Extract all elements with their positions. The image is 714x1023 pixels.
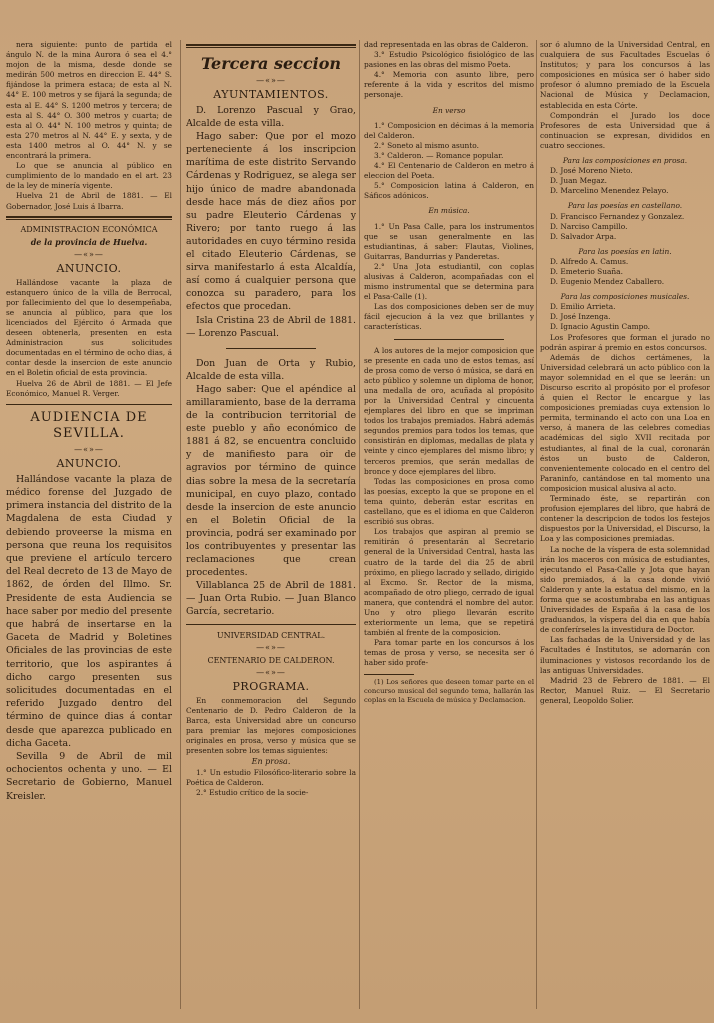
column-3 <box>364 40 534 1009</box>
prosa-heading: En prosa. <box>251 757 291 767</box>
verso-item: 3.° Calderon. — Romance popular. <box>374 150 504 160</box>
program-text: La noche de la víspera de esta solemnidad irán los maceros con música de estudiantes, ejecutando el Pasa-Calle y Jota que hayan sido premiados, á la casa donde vivió Calderon y ante la estatua del mismo, en la forma que se acostumbraba en las antiguas Universidades de España á la casa de los graduandos, la víspera del dia en que había de conferírseles la investidura de Doctor. <box>540 544 710 635</box>
column-rule <box>359 40 360 1009</box>
jury-member: D. Emeterio Suaña. <box>550 266 623 276</box>
centenary-heading: CENTENARIO DE CALDERON. <box>207 655 335 665</box>
ornament: —«»— <box>74 444 104 454</box>
mine-notice-sign: Huelva 21 de Abril de 1881. — El Gobernador, José Luis á Ibarra. <box>6 191 172 211</box>
mine-notice-text: nera siguiente: punto de partida el ángulo N. de la mina Aurora ó sea el 4.° mojon de la misma, desde donde se medirán 500 metros en direccion E. 44° S. fijándose la primera estaca; de esta al N. 44° E. 100 metros y se fijará la segunda; de esta al E. 44° S. 1200 metros y tercera; de esta al S. 44° O. 300 metros y cuarta; de esta al O. 44° N. 100 metros y quinta; de esta 270 metros al N. 44° E. y sexta, y de esta 1400 metros al O. 44° N. y se encontrará la primera. <box>6 40 172 161</box>
admin-subheading: de la provincia de Huelva. <box>30 236 148 247</box>
edict-sign: Isla Cristina 23 de Abril de 1881. — Lorenzo Pascual. <box>186 314 356 339</box>
musica-item: 1.° Un Pasa Calle, para los instrumentos que se usan generalmente en las estudiantinas, á saber: Flautas, Violines, Guitarras, Bandurrias y Panderetas. <box>364 221 534 261</box>
edict-sign: Villablanca 25 de Abril de 1881. — Juan Orta Rubio. — Juan Blanco García, secretario. <box>186 580 356 618</box>
continued-text: sor ó alumno de la Universidad Central, en cualquiera de sus Facultades Escuelas ó Institutos; y para los concursos á las composiciones en música ser ó haber sido profesor ó alumno premiado de la Escuela Nacional de Música y Declamacion, establecida en esta Córte. <box>540 40 710 110</box>
audiencia-heading: AUDIENCIA DE SEVILLA. <box>30 409 148 441</box>
column-rule <box>536 40 537 1009</box>
edict-body: Hago saber: Que por el mozo perteneciente á los inscripcion marítima de este distrito Servando Cárdenas y Rodriguez, se alega ser hijo único de madre abandonada desde hace más de diez años por su padre Eleuterio Cárdenas y Rivero; por tanto ruego á las autoridades en cuyo término resida el citado Eleuterio Cárdenas, se sirva manifestarlo á esta Alcaldía, así como á cualquier persona que conozca su paradero, para los efectos que procedan. <box>186 131 356 313</box>
section-heading: Tercera seccion <box>200 54 342 73</box>
musica-item: 2.° Una Jota estudiantil, con coplas alusivas á Calderon, acompañadas con el mismo instrumental que se determina para el Pasa-Calle (1). <box>364 261 534 302</box>
anuncio-heading: ANUNCIO. <box>56 261 122 275</box>
footnote: (1) Los señores que deseen tomar parte en el concurso musical del segundo tema, hallarán las coplas en la Escuela de música y Declamacion. <box>364 677 534 704</box>
rules-text: A los autores de la mejor composicion que se presente en cada uno de estos temas, así de prosa como de verso ó música, se dará en acto público y solemne un diploma de honor, una medalla de oro, acuñada al propósito por la Universidad Central y cincuenta ejemplares del libro en que se impriman todos los trabajos premiados. Habrá además segundos premios para todos los temas, que consistirán en diplomas, medallas de plata y veinte y cinco ejemplares del mismo libro; y terceros premios, que serán medallas de bronce y doce ejemplares del libro. <box>364 345 534 476</box>
ayuntamientos-heading: AYUNTAMIENTOS. <box>213 88 329 101</box>
column-4 <box>540 40 710 1009</box>
program-heading: PROGRAMA. <box>232 679 310 693</box>
musica-item: Las dos composiciones deben ser de muy fácil ejecucion á la vez que brillantes y características. <box>364 302 534 332</box>
program-text: Además de dichos certámenes, la Universidad celebrará un acto público con la mayor solemnidad en el que se leerán: un Discurso escrito al propósito por el profesor á quien el Rector le encargue y las composiciones premiadas cuya extension lo permita, terminando el acto con una Loa en verso, á manera de las celebres comedias académicas del siglo XVII recitada por estudiantes, al final de la cual, coronarán éstos un busto de Calderon, convenientemente colocado en el centro del Paraninfo, cantándose en tal momento una composicion musical alusiva al acto. <box>540 352 710 493</box>
divider <box>226 348 316 349</box>
divider <box>394 339 504 340</box>
anuncio-sign: Huelva 26 de Abril de 1881. — El Jefe Económico, Manuel R. Verger. <box>6 378 172 398</box>
divider <box>364 674 414 675</box>
ornament: —«»— <box>256 76 286 85</box>
ornament: —«»— <box>74 249 104 259</box>
jury-member: D. Francisco Fernandez y Gonzalez. <box>550 211 685 221</box>
continued-text: dad representada en las obras de Calderon. <box>364 40 529 49</box>
jury-member: D. José Inzenga. <box>550 312 611 322</box>
program-text: Los Profesores que forman el jurado no podrán aspirar á premio en estos concursos. <box>540 332 710 352</box>
jury-member: D. José Moreno Nieto. <box>550 166 633 176</box>
edict-body: Hago saber: Que el apéndice al amillaramiento, base de la derrama de la contribucion territorial de este pueblo y año económico de 1881 á 82, se encuentra concluido y de manifiesto para oir de agravios por término de quince dias sobre la mesa de la secretaría municipal, en cuyo plazo, contado desde la insercion de este anuncio en el Boletin Oficial de la provincia, podrá ser examinado por los contribuyentes y presentar las reclamaciones que crean procedentes. <box>186 383 356 579</box>
jury-member: D. Juan Megaz. <box>550 176 607 186</box>
jury-member: D. Ignacio Agustin Campo. <box>550 322 651 332</box>
jury-member: D. Emilio Arrieta. <box>550 302 616 312</box>
divider <box>186 44 356 48</box>
jury-heading: Para las poesías en latin. <box>578 246 672 256</box>
program-text: Las fachadas de la Universidad y de las Facultades é Institutos, se adornarán con iluminaciones y vistosos recordando los de las antiguas Universidades. <box>540 635 710 675</box>
university-heading: UNIVERSIDAD CENTRAL. <box>216 630 326 640</box>
prosa-item: 2.° Estudio crítico de la socie- <box>196 788 309 798</box>
audiencia-body: Hallándose vacante la plaza de médico forense del Juzgado de primera instancia del distrito de la Magdalena de esta Ciudad y debiendo proveerse la misma en persona que reuna los requisitos que previene el artículo tercero del Real decreto de 13 de Mayo de 1862, de órden del Illmo. Sr. Presidente de esta Audiencia se hace saber por medio del presente que habrá de insertarse en la Gaceta de Madrid y Boletines Oficiales de las provincias de este territorio, que los aspirantes á dicho cargo presenten sus solicitudes documentadas en el referido Juzgado dentro del término de quince dias á contar desde que aparezca publicado en dicha Gaceta. <box>6 473 172 749</box>
program-text: Terminado éste, se repartirán con profusion ejemplares del libro, que habrá de contener la descripcion de todos los festejos dispuestos por la Universidad, el Discurso, la Loa y las composiciones premiadas. <box>540 494 710 544</box>
rules-text: Los trabajos que aspiran al premio se remitirán ó presentarán al Secretario general de la Universidad Central, hasta las cuatro de la tarde del dia 25 de abril próximo, en pliego lacrado y sellado, dirigido al Excmo. Sr. Rector de la misma, acompañado de otro pliego, cerrado de igual manera, que contendrá el nombre del autor. Uno y otro pliego llevarán escrito exteriormente un lema, que se repetirá también al frente de la composicion. <box>364 527 534 638</box>
verso-item: 2.° Soneto al mismo asunto. <box>374 140 479 150</box>
audiencia-sign: Sevilla 9 de Abril de mil ochocientos ochenta y uno. — El Secretario de Gobierno, Manuel Kreisler. <box>6 750 172 802</box>
jury-heading: Para las poesías en castellano. <box>567 201 683 211</box>
verso-heading: En verso <box>432 105 466 115</box>
column-rule <box>180 40 181 1009</box>
musica-heading: En música. <box>428 206 470 216</box>
divider <box>6 404 172 405</box>
edict-intro: D. Lorenzo Pascual y Grao, Alcalde de esta villa. <box>186 105 356 130</box>
verso-item: 5.° Composicion latina á Calderon, en Sáficos adónicos. <box>364 181 534 201</box>
ornament: —«»— <box>256 667 286 677</box>
anuncio-body: Hallándose vacante la plaza de estanquero único de la villa de Berrocal, por fallecimiento del que lo desempeñaba, se anuncia al público, para que los licenciados del Ejército ó Armada que deseen obtenerla, presenten en esta Administracion sus solicitudes documentadas en el término de ocho dias, á contar desde la insercion de este anuncio en el Boletin oficial de esta provincia. <box>6 277 172 378</box>
prosa-item: 1.° Un estudio Filosófico-literario sobre la Poética de Calderon. <box>186 768 356 788</box>
jury-heading: Para las composiciones en prosa. <box>562 156 688 166</box>
jurado-text: Compondrán el Jurado los doce Profesores de esta Universidad que á continuacion se expresan, divididos en cuatro secciones. <box>540 110 710 150</box>
mine-notice-text: Lo que se anuncia al público en cumplimiento de lo mandado en el art. 23 de la ley de minería vigente. <box>6 161 172 191</box>
prosa-item: 4.° Memoria con asunto libre, pero referente á la vida y escritos del mismo personaje. <box>364 70 534 100</box>
admin-heading: ADMINISTRACION ECONÓMICA <box>20 224 158 234</box>
anuncio-heading: ANUNCIO. <box>56 456 122 470</box>
prosa-item: 3.° Estudio Psicológico fisiológico de las pasiones en las obras del mismo Poeta. <box>364 50 534 70</box>
divider <box>6 216 172 220</box>
jury-member: D. Eugenio Mendez Caballero. <box>550 277 665 287</box>
jury-member: D. Salvador Arpa. <box>550 231 617 241</box>
jury-heading: Para las composiciones musicales. <box>560 292 690 302</box>
verso-item: 1.° Composicion en décimas á la memoria del Calderon. <box>364 120 534 140</box>
jury-member: D. Alfredo A. Camus. <box>550 256 629 266</box>
divider <box>186 624 356 625</box>
column-1 <box>6 40 172 1009</box>
rules-text: Para tomar parte en los concursos á los temas de prosa y verso, se necesita ser ó haber sido profe- <box>364 638 534 668</box>
jury-member: D. Narciso Campillo. <box>550 221 628 231</box>
program-intro: En conmemoracion del Segundo Centenario de D. Pedro Calderon de la Barca, esta Universidad abre un concurso para premiar las mejores composiciones originales en prosa, verso y música que se presenten sobre los temas siguientes: <box>186 695 356 756</box>
ornament: —«»— <box>256 642 286 652</box>
column-2 <box>186 40 356 1009</box>
verso-item: 4.° El Centenario de Calderon en metro á eleccion del Poeta. <box>364 161 534 181</box>
rules-text: Todas las composiciones en prosa como las poesías, excepto la que se propone en el tema quinto, deberán estar escritas en castellano, que es el idioma en que Calderon escribió sus obras. <box>364 476 534 527</box>
edict-intro: Don Juan de Orta y Rubio, Alcalde de esta villa. <box>186 357 356 382</box>
jury-member: D. Marcelino Menendez Pelayo. <box>550 186 669 196</box>
program-sign: Madrid 23 de Febrero de 1881. — El Rector, Manuel Ruiz. — El Secretario general, Leopoldo Solier. <box>540 675 710 705</box>
